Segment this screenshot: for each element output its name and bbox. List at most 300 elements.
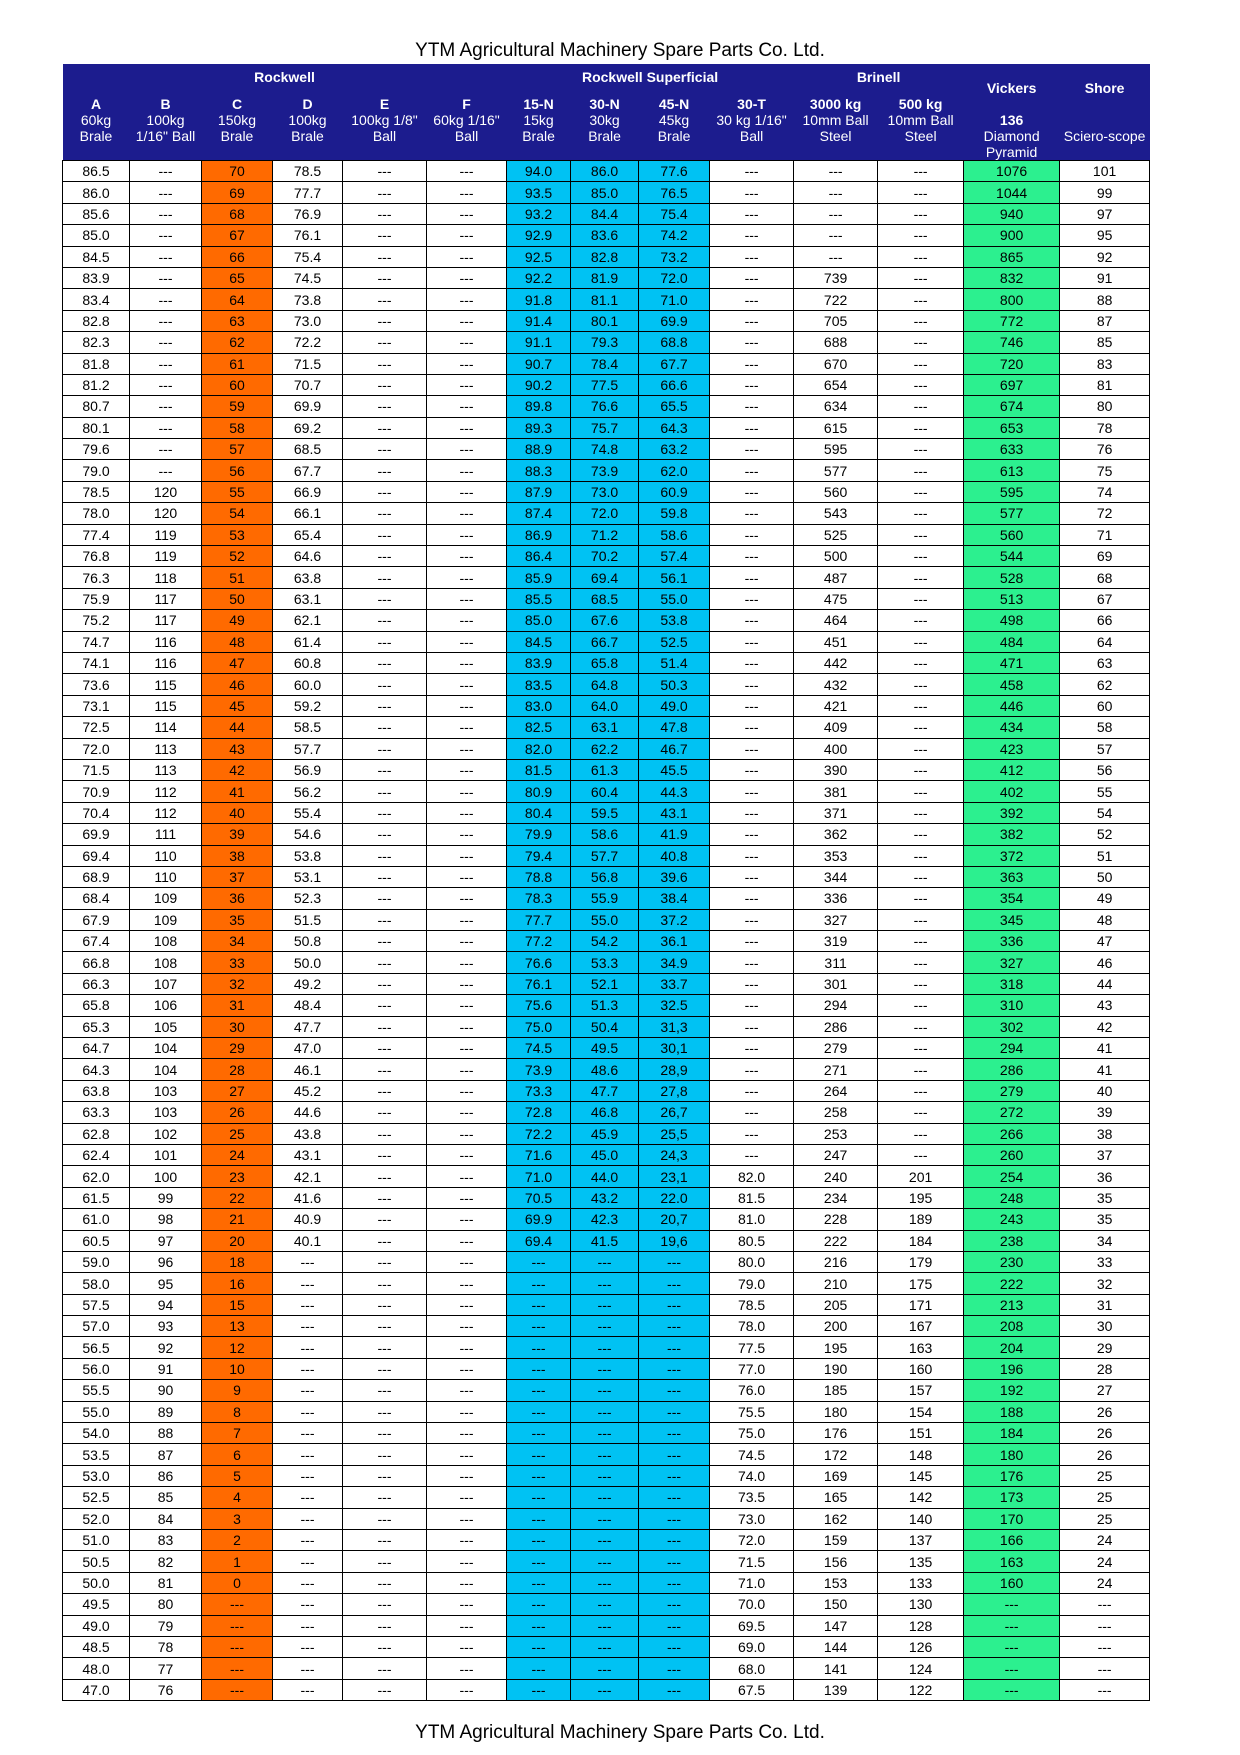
- table-cell: 77.5: [571, 374, 639, 395]
- document-title: YTM Agricultural Machinery Spare Parts Co. Ltd.: [415, 40, 825, 61]
- table-cell: 154: [878, 1401, 964, 1422]
- table-cell: ---: [710, 267, 794, 288]
- table-cell: 53: [202, 524, 273, 545]
- table-cell: ---: [343, 1102, 427, 1123]
- load-header: [427, 112, 507, 161]
- table-cell: 116: [130, 652, 202, 673]
- table-cell: ---: [878, 631, 964, 652]
- table-cell: 15: [202, 1294, 273, 1315]
- table-cell: ---: [507, 1294, 571, 1315]
- table-cell: 654: [794, 374, 878, 395]
- table-row: [63, 610, 1150, 631]
- table-cell: ---: [343, 310, 427, 331]
- table-cell: 78.3: [507, 888, 571, 909]
- table-cell: 67.7: [273, 460, 343, 481]
- table-cell: 78.4: [571, 353, 639, 374]
- table-cell: 688: [794, 332, 878, 353]
- table-cell: 451: [794, 631, 878, 652]
- table-cell: ---: [343, 1636, 427, 1657]
- table-cell: ---: [343, 1038, 427, 1059]
- table-cell: ---: [343, 161, 427, 182]
- table-cell: ---: [343, 909, 427, 930]
- table-cell: 58.6: [571, 824, 639, 845]
- table-row: [63, 374, 1150, 395]
- table-cell: 36: [1060, 1166, 1150, 1187]
- table-cell: ---: [343, 225, 427, 246]
- table-cell: 96: [130, 1251, 202, 1272]
- table-cell: 56.5: [63, 1337, 130, 1358]
- table-cell: 69: [202, 182, 273, 203]
- table-cell: 40.1: [273, 1230, 343, 1251]
- table-cell: ---: [343, 1444, 427, 1465]
- table-cell: ---: [639, 1401, 710, 1422]
- table-cell: 91: [1060, 267, 1150, 288]
- table-cell: 247: [794, 1144, 878, 1165]
- table-cell: 390: [794, 759, 878, 780]
- table-cell: ---: [710, 631, 794, 652]
- table-cell: 68.0: [710, 1658, 794, 1679]
- table-cell: 85: [1060, 332, 1150, 353]
- table-cell: 99: [130, 1187, 202, 1208]
- table-cell: 189: [878, 1209, 964, 1230]
- table-cell: ---: [130, 417, 202, 438]
- table-cell: ---: [427, 161, 507, 182]
- table-row: [63, 1102, 1150, 1123]
- table-cell: 6: [202, 1444, 273, 1465]
- table-cell: ---: [878, 1038, 964, 1059]
- table-cell: ---: [710, 460, 794, 481]
- table-cell: ---: [571, 1508, 639, 1529]
- table-cell: ---: [507, 1444, 571, 1465]
- table-cell: 24: [1060, 1530, 1150, 1551]
- table-cell: ---: [571, 1636, 639, 1657]
- table-cell: ---: [878, 460, 964, 481]
- table-cell: ---: [878, 674, 964, 695]
- table-cell: ---: [878, 845, 964, 866]
- table-cell: 36: [202, 888, 273, 909]
- table-cell: 200: [794, 1316, 878, 1337]
- table-cell: ---: [130, 353, 202, 374]
- table-cell: 423: [964, 738, 1060, 759]
- load-header-text: 10mm Ball Steel: [802, 112, 869, 144]
- table-cell: 243: [964, 1209, 1060, 1230]
- table-cell: 73.9: [507, 1059, 571, 1080]
- table-cell: ---: [878, 1144, 964, 1165]
- table-cell: 82.8: [571, 246, 639, 267]
- table-row: [63, 1679, 1150, 1700]
- table-row: [63, 1444, 1150, 1465]
- table-cell: ---: [639, 1316, 710, 1337]
- table-cell: 85.0: [571, 182, 639, 203]
- table-cell: ---: [710, 952, 794, 973]
- load-header: [639, 112, 710, 161]
- table-cell: ---: [639, 1465, 710, 1486]
- table-cell: 432: [794, 674, 878, 695]
- table-cell: ---: [710, 931, 794, 952]
- table-row: [63, 1144, 1150, 1165]
- table-cell: 271: [794, 1059, 878, 1080]
- table-cell: ---: [427, 931, 507, 952]
- table-cell: 362: [794, 824, 878, 845]
- table-cell: 49.0: [639, 695, 710, 716]
- table-cell: 110: [130, 845, 202, 866]
- table-cell: 55.0: [63, 1401, 130, 1422]
- table-cell: ---: [343, 567, 427, 588]
- table-cell: 28: [1060, 1358, 1150, 1379]
- table-cell: 50.4: [571, 1016, 639, 1037]
- table-cell: ---: [273, 1551, 343, 1572]
- table-cell: ---: [427, 1465, 507, 1486]
- table-cell: ---: [710, 1038, 794, 1059]
- table-cell: ---: [878, 1102, 964, 1123]
- table-cell: 68.8: [639, 332, 710, 353]
- table-cell: 697: [964, 374, 1060, 395]
- table-cell: ---: [427, 1059, 507, 1080]
- table-cell: 133: [878, 1572, 964, 1593]
- table-cell: 22: [202, 1187, 273, 1208]
- table-cell: 40: [202, 802, 273, 823]
- table-cell: ---: [343, 396, 427, 417]
- table-cell: 222: [964, 1273, 1060, 1294]
- table-cell: 31,3: [639, 1016, 710, 1037]
- table-cell: 81: [130, 1572, 202, 1593]
- table-cell: 69.0: [710, 1636, 794, 1657]
- table-cell: 80.1: [63, 417, 130, 438]
- table-cell: ---: [343, 1016, 427, 1037]
- table-cell: 41: [1060, 1038, 1150, 1059]
- table-cell: ---: [427, 674, 507, 695]
- table-cell: 55.5: [63, 1380, 130, 1401]
- table-cell: 91.4: [507, 310, 571, 331]
- table-cell: ---: [343, 995, 427, 1016]
- table-cell: 52.5: [63, 1487, 130, 1508]
- table-cell: 46: [202, 674, 273, 695]
- table-cell: ---: [507, 1337, 571, 1358]
- table-cell: 595: [964, 481, 1060, 502]
- table-cell: ---: [427, 396, 507, 417]
- table-cell: 234: [794, 1187, 878, 1208]
- table-cell: 59.5: [571, 802, 639, 823]
- table-cell: 73.3: [507, 1080, 571, 1101]
- table-cell: 88.9: [507, 439, 571, 460]
- table-cell: ---: [710, 567, 794, 588]
- table-cell: ---: [878, 374, 964, 395]
- table-cell: 21: [202, 1209, 273, 1230]
- table-cell: 82.5: [507, 717, 571, 738]
- table-row: [63, 267, 1150, 288]
- table-cell: 33.7: [639, 973, 710, 994]
- table-cell: 82: [130, 1551, 202, 1572]
- table-cell: 47: [202, 652, 273, 673]
- scale-header: B: [130, 90, 202, 112]
- table-cell: 109: [130, 909, 202, 930]
- table-cell: ---: [710, 203, 794, 224]
- table-cell: ---: [427, 267, 507, 288]
- table-cell: 88: [130, 1423, 202, 1444]
- table-cell: ---: [427, 182, 507, 203]
- table-cell: ---: [710, 481, 794, 502]
- table-cell: 76.0: [710, 1380, 794, 1401]
- table-cell: 118: [130, 567, 202, 588]
- table-row: [63, 1166, 1150, 1187]
- table-cell: 80: [130, 1594, 202, 1615]
- table-cell: ---: [878, 695, 964, 716]
- table-cell: ---: [343, 1423, 427, 1444]
- table-cell: 50.0: [63, 1572, 130, 1593]
- table-cell: ---: [710, 802, 794, 823]
- table-cell: 302: [964, 1016, 1060, 1037]
- table-cell: 60.0: [273, 674, 343, 695]
- table-cell: 55.0: [639, 588, 710, 609]
- table-row: [63, 567, 1150, 588]
- table-cell: 24,3: [639, 1144, 710, 1165]
- table-cell: ---: [878, 546, 964, 567]
- table-cell: ---: [130, 161, 202, 182]
- table-cell: 286: [794, 1016, 878, 1037]
- table-cell: 139: [794, 1679, 878, 1700]
- table-cell: 151: [878, 1423, 964, 1444]
- table-cell: 57: [1060, 738, 1150, 759]
- table-cell: ---: [710, 332, 794, 353]
- table-cell: 560: [794, 481, 878, 502]
- table-row: [63, 652, 1150, 673]
- load-header: [964, 112, 1060, 161]
- table-cell: 95: [130, 1273, 202, 1294]
- table-cell: 34: [1060, 1230, 1150, 1251]
- table-cell: ---: [507, 1358, 571, 1379]
- table-cell: ---: [427, 1337, 507, 1358]
- table-cell: 51: [202, 567, 273, 588]
- table-cell: ---: [571, 1679, 639, 1700]
- table-cell: ---: [507, 1423, 571, 1444]
- table-cell: ---: [343, 481, 427, 502]
- table-cell: ---: [639, 1615, 710, 1636]
- table-row: [63, 182, 1150, 203]
- table-cell: 195: [794, 1337, 878, 1358]
- table-cell: 78.0: [710, 1316, 794, 1337]
- table-cell: 94: [130, 1294, 202, 1315]
- table-cell: ---: [427, 995, 507, 1016]
- table-cell: 363: [964, 866, 1060, 887]
- table-cell: 71.5: [710, 1551, 794, 1572]
- table-cell: ---: [710, 353, 794, 374]
- table-cell: 68: [202, 203, 273, 224]
- table-cell: 157: [878, 1380, 964, 1401]
- table-cell: 49.2: [273, 973, 343, 994]
- table-cell: 69.4: [571, 567, 639, 588]
- table-cell: 47.0: [63, 1679, 130, 1700]
- table-cell: 87: [130, 1444, 202, 1465]
- table-row: [63, 332, 1150, 353]
- table-row: [63, 1294, 1150, 1315]
- table-cell: ---: [273, 1294, 343, 1315]
- table-cell: ---: [343, 973, 427, 994]
- table-cell: 72.2: [507, 1123, 571, 1144]
- table-cell: 8: [202, 1401, 273, 1422]
- table-cell: ---: [571, 1401, 639, 1422]
- table-cell: 76: [1060, 439, 1150, 460]
- table-cell: 62: [202, 332, 273, 353]
- table-cell: ---: [427, 546, 507, 567]
- table-cell: 81.5: [507, 759, 571, 780]
- table-cell: 279: [794, 1038, 878, 1059]
- table-row: [63, 781, 1150, 802]
- table-cell: 58.6: [639, 524, 710, 545]
- table-row: [63, 460, 1150, 481]
- table-cell: 69: [1060, 546, 1150, 567]
- table-cell: 41: [1060, 1059, 1150, 1080]
- table-cell: ---: [710, 225, 794, 246]
- table-cell: 119: [130, 524, 202, 545]
- table-cell: ---: [343, 1401, 427, 1422]
- table-cell: 402: [964, 781, 1060, 802]
- table-cell: ---: [878, 588, 964, 609]
- table-row: [63, 759, 1150, 780]
- table-cell: ---: [427, 1572, 507, 1593]
- table-cell: ---: [427, 374, 507, 395]
- table-cell: 65.5: [639, 396, 710, 417]
- load-header-text: 60kg 1/16" Ball: [433, 112, 500, 144]
- table-cell: ---: [343, 503, 427, 524]
- table-cell: ---: [343, 546, 427, 567]
- table-cell: 42.3: [571, 1209, 639, 1230]
- table-cell: 103: [130, 1080, 202, 1101]
- table-cell: ---: [427, 1102, 507, 1123]
- table-cell: 1: [202, 1551, 273, 1572]
- table-row: [63, 1380, 1150, 1401]
- table-cell: 62.0: [63, 1166, 130, 1187]
- table-cell: 421: [794, 695, 878, 716]
- load-header: [878, 112, 964, 161]
- table-cell: 39: [202, 824, 273, 845]
- table-cell: ---: [130, 289, 202, 310]
- table-cell: ---: [878, 567, 964, 588]
- table-cell: ---: [427, 246, 507, 267]
- table-cell: 81.0: [710, 1209, 794, 1230]
- table-cell: 175: [878, 1273, 964, 1294]
- table-cell: 525: [794, 524, 878, 545]
- table-cell: 53.8: [639, 610, 710, 631]
- table-cell: ---: [273, 1423, 343, 1444]
- table-cell: 61.4: [273, 631, 343, 652]
- table-cell: ---: [343, 610, 427, 631]
- load-header: [273, 112, 343, 161]
- table-cell: 49.5: [571, 1038, 639, 1059]
- table-cell: ---: [427, 1658, 507, 1679]
- table-cell: ---: [427, 973, 507, 994]
- table-cell: 336: [964, 931, 1060, 952]
- table-cell: 76.9: [273, 203, 343, 224]
- table-cell: 92: [130, 1337, 202, 1358]
- table-cell: ---: [507, 1251, 571, 1272]
- table-cell: 53.3: [571, 952, 639, 973]
- table-cell: 832: [964, 267, 1060, 288]
- table-cell: 5: [202, 1465, 273, 1486]
- table-cell: 633: [964, 439, 1060, 460]
- table-cell: 85.5: [507, 588, 571, 609]
- table-cell: 171: [878, 1294, 964, 1315]
- table-cell: 64.0: [571, 695, 639, 716]
- table-cell: ---: [571, 1294, 639, 1315]
- table-cell: 27: [1060, 1380, 1150, 1401]
- table-cell: 77.0: [710, 1358, 794, 1379]
- table-cell: ---: [427, 332, 507, 353]
- table-cell: 58.5: [273, 717, 343, 738]
- table-cell: 56: [1060, 759, 1150, 780]
- table-cell: ---: [427, 1636, 507, 1657]
- table-cell: 90.7: [507, 353, 571, 374]
- table-cell: ---: [507, 1658, 571, 1679]
- table-cell: ---: [427, 1444, 507, 1465]
- table-cell: ---: [878, 866, 964, 887]
- table-cell: 9: [202, 1380, 273, 1401]
- table-cell: ---: [427, 695, 507, 716]
- table-cell: 46.7: [639, 738, 710, 759]
- table-cell: 116: [130, 631, 202, 652]
- table-cell: 67.9: [63, 909, 130, 930]
- table-cell: 50.5: [63, 1551, 130, 1572]
- table-cell: ---: [878, 909, 964, 930]
- table-cell: 77.5: [710, 1337, 794, 1358]
- table-cell: ---: [710, 1080, 794, 1101]
- table-cell: 79.3: [571, 332, 639, 353]
- table-cell: 51.3: [571, 995, 639, 1016]
- table-cell: ---: [710, 1123, 794, 1144]
- table-cell: 57: [202, 439, 273, 460]
- table-cell: 513: [964, 588, 1060, 609]
- table-cell: 248: [964, 1187, 1060, 1208]
- table-cell: 63.8: [273, 567, 343, 588]
- table-cell: 81.2: [63, 374, 130, 395]
- table-cell: 71: [1060, 524, 1150, 545]
- table-cell: ---: [571, 1572, 639, 1593]
- table-cell: 32: [202, 973, 273, 994]
- table-cell: 253: [794, 1123, 878, 1144]
- table-cell: 108: [130, 931, 202, 952]
- table-cell: ---: [130, 267, 202, 288]
- table-cell: 65.8: [571, 652, 639, 673]
- table-cell: 1044: [964, 182, 1060, 203]
- table-cell: 78.8: [507, 866, 571, 887]
- table-cell: ---: [427, 1273, 507, 1294]
- table-cell: 162: [794, 1508, 878, 1529]
- table-cell: ---: [343, 652, 427, 673]
- table-row: [63, 225, 1150, 246]
- table-cell: 69.4: [63, 845, 130, 866]
- table-cell: 52.0: [63, 1508, 130, 1529]
- table-cell: ---: [710, 652, 794, 673]
- group-header-brinell: Brinell: [794, 64, 964, 90]
- table-cell: 66: [1060, 610, 1150, 631]
- table-cell: 44.0: [571, 1166, 639, 1187]
- table-cell: 0: [202, 1572, 273, 1593]
- table-cell: 72: [1060, 503, 1150, 524]
- load-header: [1060, 112, 1150, 161]
- table-cell: 50: [1060, 866, 1150, 887]
- load-header: [202, 112, 273, 161]
- table-cell: 106: [130, 995, 202, 1016]
- table-cell: 45.2: [273, 1080, 343, 1101]
- table-cell: 160: [964, 1572, 1060, 1593]
- table-cell: 60.9: [639, 481, 710, 502]
- scale-header: 500 kg: [878, 90, 964, 112]
- table-cell: 42: [202, 759, 273, 780]
- table-cell: 78.5: [63, 481, 130, 502]
- table-cell: ---: [427, 909, 507, 930]
- table-cell: 720: [964, 353, 1060, 374]
- table-cell: ---: [878, 524, 964, 545]
- scale-header: 30-N: [571, 90, 639, 112]
